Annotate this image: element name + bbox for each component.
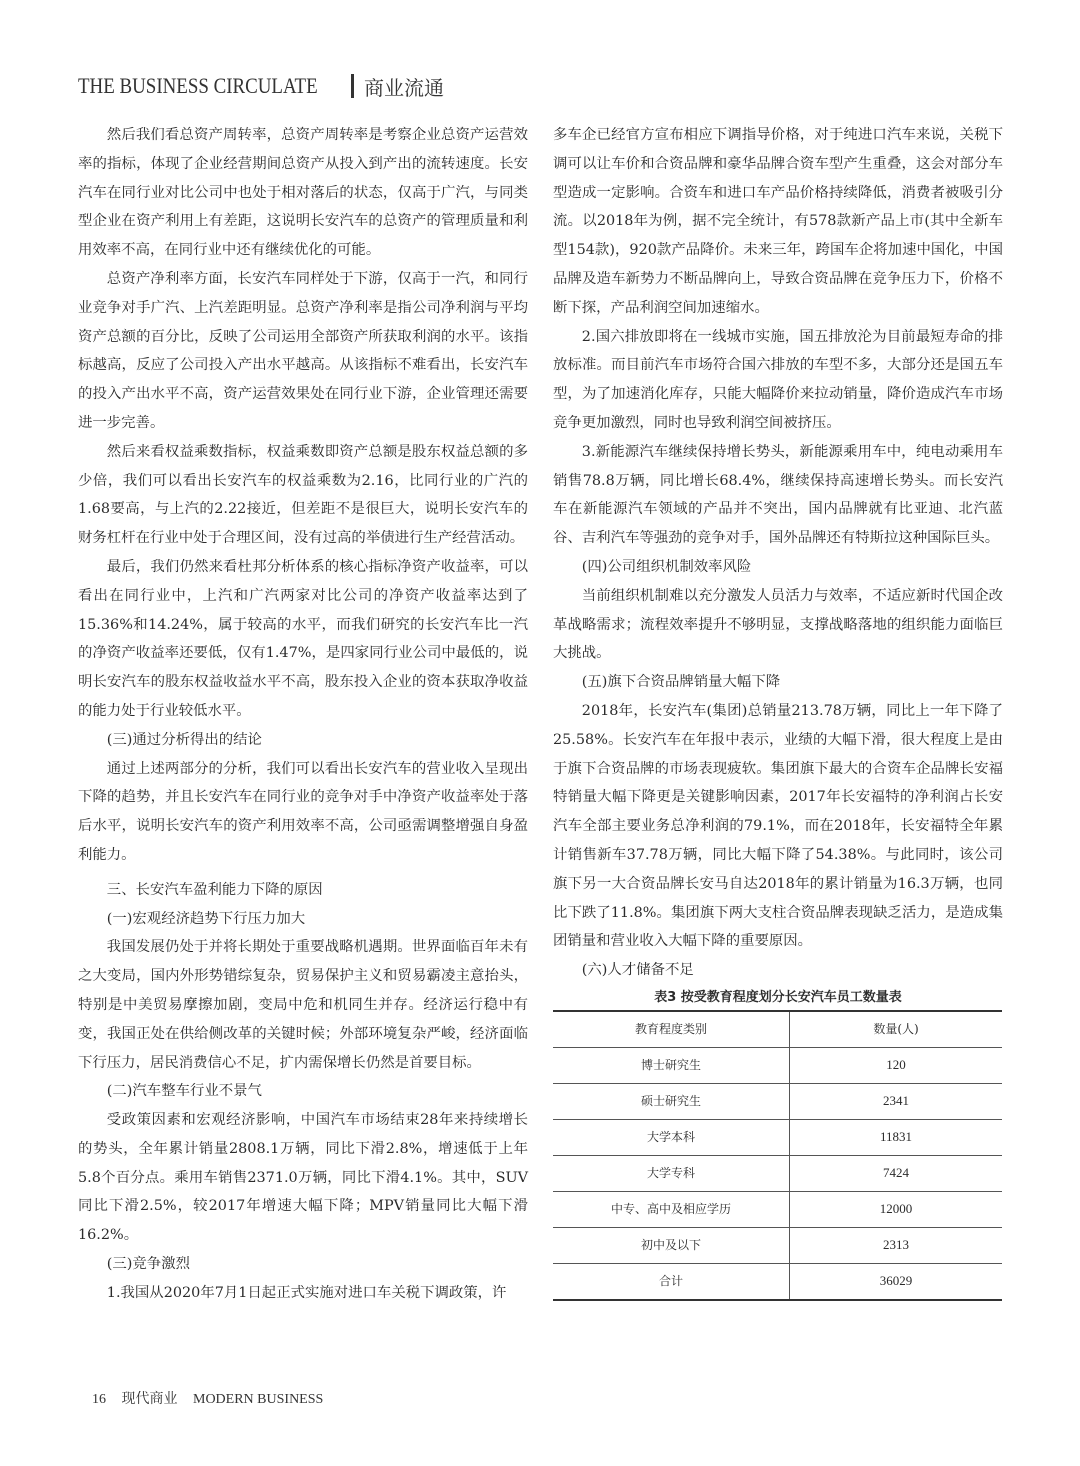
- table-caption: 表3 按受教育程度划分长安汽车员工数量表: [654, 989, 902, 1005]
- table-total-row: [553, 1263, 1002, 1300]
- right-column: [553, 121, 1003, 1301]
- category-cell: 初中及以下: [553, 1227, 790, 1263]
- employee-education-table: [553, 1010, 1002, 1301]
- section-heading: (三)通过分析得出的结论: [106, 731, 262, 748]
- count-cell: 2341: [790, 1083, 1003, 1119]
- category-cell: 合计: [553, 1263, 790, 1300]
- right-column-text: [553, 121, 1003, 985]
- body-paragraph: 受政策因素和宏观经济影响，中国汽车市场结束28年来持续增长的势头，全年累计销量2808.1万辆，同比下滑2.8%，增速低于上年5.8个百分点。乘用车销售2371.0万辆，同比下滑4.1%。其中，SUV同比下滑2.5%，较2017年增速大幅下降；MPV销量同比大幅下滑16.2%。: [78, 1112, 528, 1244]
- column-header: 数量(人): [790, 1011, 1003, 1048]
- category-cell: 中专、高中及相应学历: [553, 1191, 790, 1227]
- table-row: [553, 1155, 1002, 1191]
- left-column: [78, 121, 528, 1308]
- employee-education-table-block: [553, 987, 1003, 1301]
- section-heading: (六)人才储备不足: [581, 962, 694, 979]
- body-paragraph: 总资产净利率方面，长安汽车同样处于下游，仅高于一汽，和同行业竞争对手广汽、上汽差距明显。总资产净利率是指公司净利润与平均资产总额的百分比，反映了公司运用全部资产所获取利润的水平。该指标越高，反应了公司投入产出水平越高。从该指标不难看出，长安汽车的投入产出水平不高，资产运营效果处在同行业下游，企业管理还需要进一步完善。: [78, 270, 528, 431]
- journal-name-cn: 商业流通: [364, 75, 444, 100]
- body-paragraph: 然后来看权益乘数指标，权益乘数即资产总额是股东权益总额的多少倍，我们可以看出长安汽车的权益乘数为2.16，比同行业的广汽的1.68要高，与上汽的2.22接近，但差距不是很巨大，说明长安汽车的财务杠杆在行业中处于合理区间，没有过高的举债进行生产经营活动。: [78, 443, 528, 547]
- body-paragraph: 1.我国从2020年7月1日起正式实施对进口车关税下调政策，许: [106, 1284, 507, 1301]
- table-row: [553, 1083, 1002, 1119]
- page-footer: [92, 1388, 335, 1408]
- section-heading: (一)宏观经济趋势下行压力加大: [106, 910, 306, 927]
- category-cell: 大学专科: [553, 1155, 790, 1191]
- journal-name-en: THE BUSINESS CIRCULATE: [78, 73, 318, 98]
- body-paragraph: 2018年，长安汽车(集团)总销量213.78万辆，同比上一年下降了25.58%。长安汽车在年报中表示，业绩的大幅下滑，很大程度上是由于旗下合资品牌的市场表现疲软。集团旗下最大的合资车企品牌长安福特销量大幅下降更是关键影响因素，2017年长安福特的净利润占长安汽车全部主要业务总净利润的79.1%，而在2018年，长安福特全年累计销售新车37.78万辆，同比大幅下降了54.38%。与此同时，该公司旗下另一大合资品牌长安马自达2018年的累计销量为16.3万辆，也同比下跌了11.8%。集团旗下两大支柱合资品牌表现缺乏活力，是造成集团销量和营业收入大幅下降的重要原因。: [553, 702, 1003, 950]
- section-heading: (四)公司组织机制效率风险: [581, 558, 752, 575]
- page-number: 16: [92, 1392, 106, 1407]
- count-cell: 7424: [790, 1155, 1003, 1191]
- category-cell: 博士研究生: [553, 1047, 790, 1083]
- table-row: [553, 1119, 1002, 1155]
- body-paragraph: 最后，我们仍然来看杜邦分析体系的核心指标净资产收益率，可以看出在同行业中，上汽和广汽两家对比公司的净资产收益率达到了15.36%和14.24%，属于较高的水平，而我们研究的长安汽车比一汽的净资产收益率还要低，仅有1.47%，是四家同行业公司中最低的，说明长安汽车的股东权益收益水平不高，股东投入企业的资本获取净收益的能力处于行业较低水平。: [78, 558, 528, 719]
- table-row: [553, 1191, 1002, 1227]
- table-row: [553, 1047, 1002, 1083]
- category-cell: 硕士研究生: [553, 1083, 790, 1119]
- running-header: [78, 70, 444, 102]
- header-divider: [351, 74, 354, 98]
- body-paragraph: 当前组织机制难以充分激发人员活力与效率，不适应新时代国企改革战略需求；流程效率提升不够明显，支撑战略落地的组织能力面临巨大挑战。: [553, 587, 1003, 662]
- count-cell: 12000: [790, 1191, 1003, 1227]
- body-paragraph: 2.国六排放即将在一线城市实施，国五排放沦为目前最短寿命的排放标准。而目前汽车市场符合国六排放的车型不多，大部分还是国五车型，为了加速消化库存，只能大幅降价来拉动销量，降价造成汽车市场竞争更加激烈，同时也导致利润空间被挤压。: [553, 328, 1003, 431]
- footer-journal-en: MODERN BUSINESS: [193, 1392, 324, 1407]
- count-cell: 36029: [790, 1263, 1003, 1300]
- table-header-row: [553, 1011, 1002, 1048]
- section-heading: 三、长安汽车盈利能力下降的原因: [106, 881, 323, 898]
- body-paragraph: 多车企已经官方宣布相应下调指导价格，对于纯进口汽车来说，关税下调可以让车价和合资品牌和豪华品牌合资车型产生重叠，这会对部分车型造成一定影响。合资车和进口车产品价格持续降低，消费者被吸引分流。以2018年为例，据不完全统计，有578款新产品上市(其中全新车型154款)，920款产品降价。未来三年，跨国车企将加速中国化，中国品牌及造车新势力不断品牌向上，导致合资品牌在竞争压力下，价格不断下探，产品利润空间加速缩水。: [553, 127, 1003, 316]
- body-paragraph: 通过上述两部分的分析，我们可以看出长安汽车的营业收入呈现出下降的趋势，并且长安汽车在同行业的竞争对手中净资产收益率处于落后水平，说明长安汽车的资产利用效率不高，公司亟需调整增强自身盈利能力。: [78, 760, 528, 863]
- section-heading: (二)汽车整车行业不景气: [106, 1083, 262, 1100]
- body-paragraph: 然后我们看总资产周转率，总资产周转率是考察企业总资产运营效率的指标，体现了企业经营期间总资产从投入到产出的流转速度。长安汽车在同行业对比公司中也处于相对落后的状态，仅高于广汽，与同类型企业在资产利用上有差距，这说明长安汽车的总资产的管理质量和利用效率不高，在同行业中还有继续优化的可能。: [78, 127, 528, 259]
- footer-journal-cn: 现代商业: [121, 1392, 178, 1407]
- body-paragraph: 我国发展仍处于并将长期处于重要战略机遇期。世界面临百年未有之大变局，国内外形势错综复杂，贸易保护主义和贸易霸凌主意抬头，特别是中美贸易摩擦加剧，变局中危和机同生并存。经济运行稳中有变，我国正处在供给侧改革的关键时候；外部环境复杂严峻，经济面临下行压力，居民消费信心不足，扩内需保增长仍然是首要目标。: [78, 939, 528, 1071]
- count-cell: 120: [790, 1047, 1003, 1083]
- body-paragraph: 3.新能源汽车继续保持增长势头，新能源乘用车中，纯电动乘用车销售78.8万辆，同比增长68.4%，继续保持高速增长势头。而长安汽车在新能源汽车领域的产品并不突出，国内品牌就有比亚迪、北汽蓝谷、吉利汽车等强劲的竞争对手，国外品牌还有特斯拉这种国际巨头。: [553, 443, 1003, 547]
- count-cell: 2313: [790, 1227, 1003, 1263]
- category-cell: 大学本科: [553, 1119, 790, 1155]
- count-cell: 11831: [790, 1119, 1003, 1155]
- section-heading: (五)旗下合资品牌销量大幅下降: [581, 674, 781, 691]
- table-row: [553, 1227, 1002, 1263]
- section-heading: (三)竞争激烈: [106, 1256, 190, 1273]
- column-header: 教育程度类别: [553, 1011, 790, 1048]
